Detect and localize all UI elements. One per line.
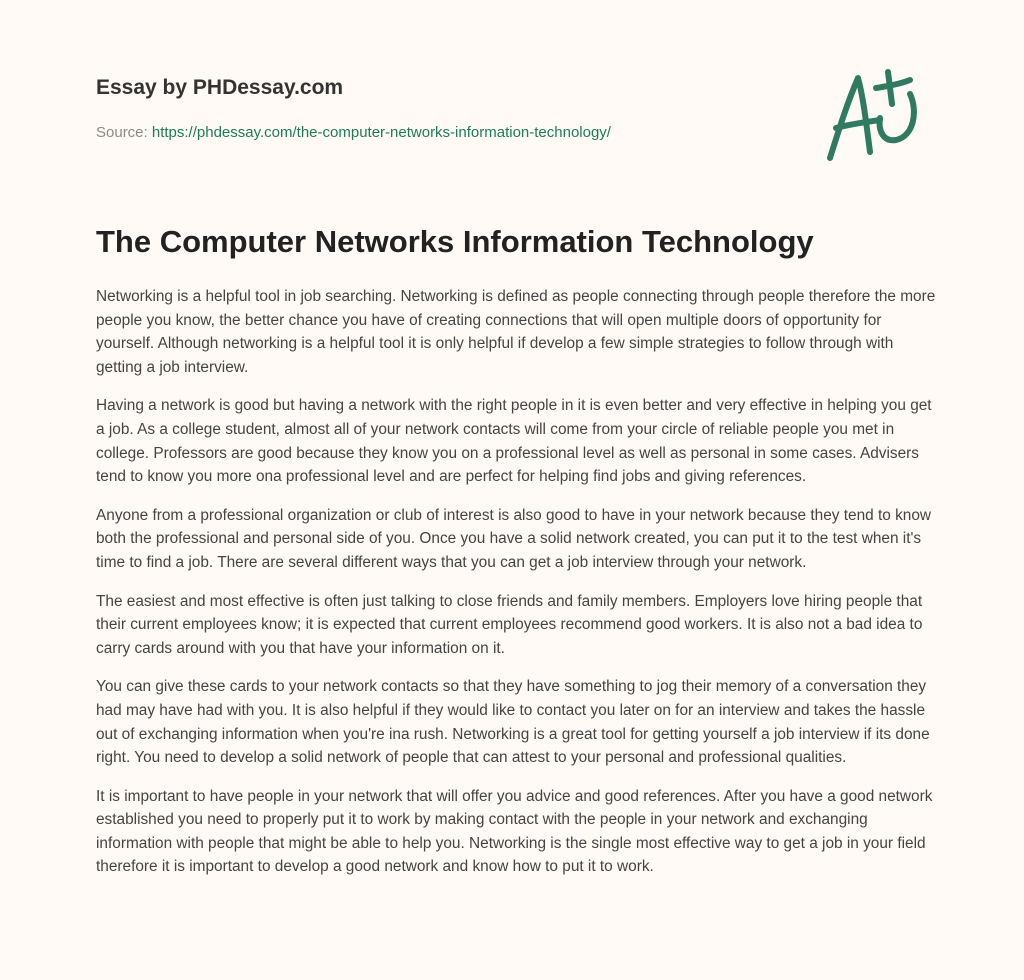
source-label: Source: bbox=[96, 124, 148, 141]
paragraph: Networking is a helpful tool in job searching. Networking is defined as people connecting through people therefore the more people you know, the better chance you have of creating connections that will open multiple doors of opportunity for yourself. Although networking is a helpful tool it is only helpful if develop a few simple strategies to follow through with getting a job interview. bbox=[96, 288, 936, 376]
paragraph: Anyone from a professional organization or club of interest is also good to have in your network because they tend to know both the professional and personal side of you. Once you have a solid network created, you can put it to the test when it's time to find a job. There are several different ways that you can get a job interview through your network. bbox=[96, 506, 932, 571]
site-header bbox=[96, 76, 343, 100]
paragraph: It is important to have people in your network that will offer you advice and good references. After you have a good network established you need to properly put it to work by making contact with the people in your network and exchanging information with people that might be able to help you. Networking is the single most effective way to get a job in your field therefore it is important to develop a good network and know how to put it to work. bbox=[96, 787, 933, 876]
source-link[interactable]: https://phdessay.com/the-computer-networks-information-technology/ bbox=[151, 124, 611, 141]
article-body bbox=[96, 285, 936, 894]
source-line bbox=[96, 124, 611, 141]
paragraph: The easiest and most effective is often just talking to close friends and family members. Employers love hiring people that their current employees know; it is expected that current employees recommend good workers. It is also not a bad idea to carry cards around with you that have your information on it. bbox=[96, 592, 923, 657]
article-title: The Computer Networks Information Technology bbox=[96, 224, 814, 259]
paragraph: Having a network is good but having a network with the right people in it is even better and very effective in helping you get a job. As a college student, almost all of your network contacts will come from your circle of reliable people you met in college. Professors are good because they know you on a professional level as well as personal in some cases. Advisers tend to know you more ona professional level and are perfect for helping find jobs and giving references. bbox=[96, 397, 932, 486]
paragraph: You can give these cards to your network contacts so that they have something to jog their memory of a conversation they had may have had with you. It is also helpful if they would like to contact you later on for an interview and takes the hassle out of exchanging information when you're ina rush. Networking is a great tool for getting yourself a job interview if its done right. You need to develop a solid network of people that can attest to your personal and professional qualities. bbox=[96, 678, 930, 767]
a-plus-logo-icon bbox=[818, 66, 928, 166]
site-title: Essay by PHDessay.com bbox=[96, 76, 344, 99]
